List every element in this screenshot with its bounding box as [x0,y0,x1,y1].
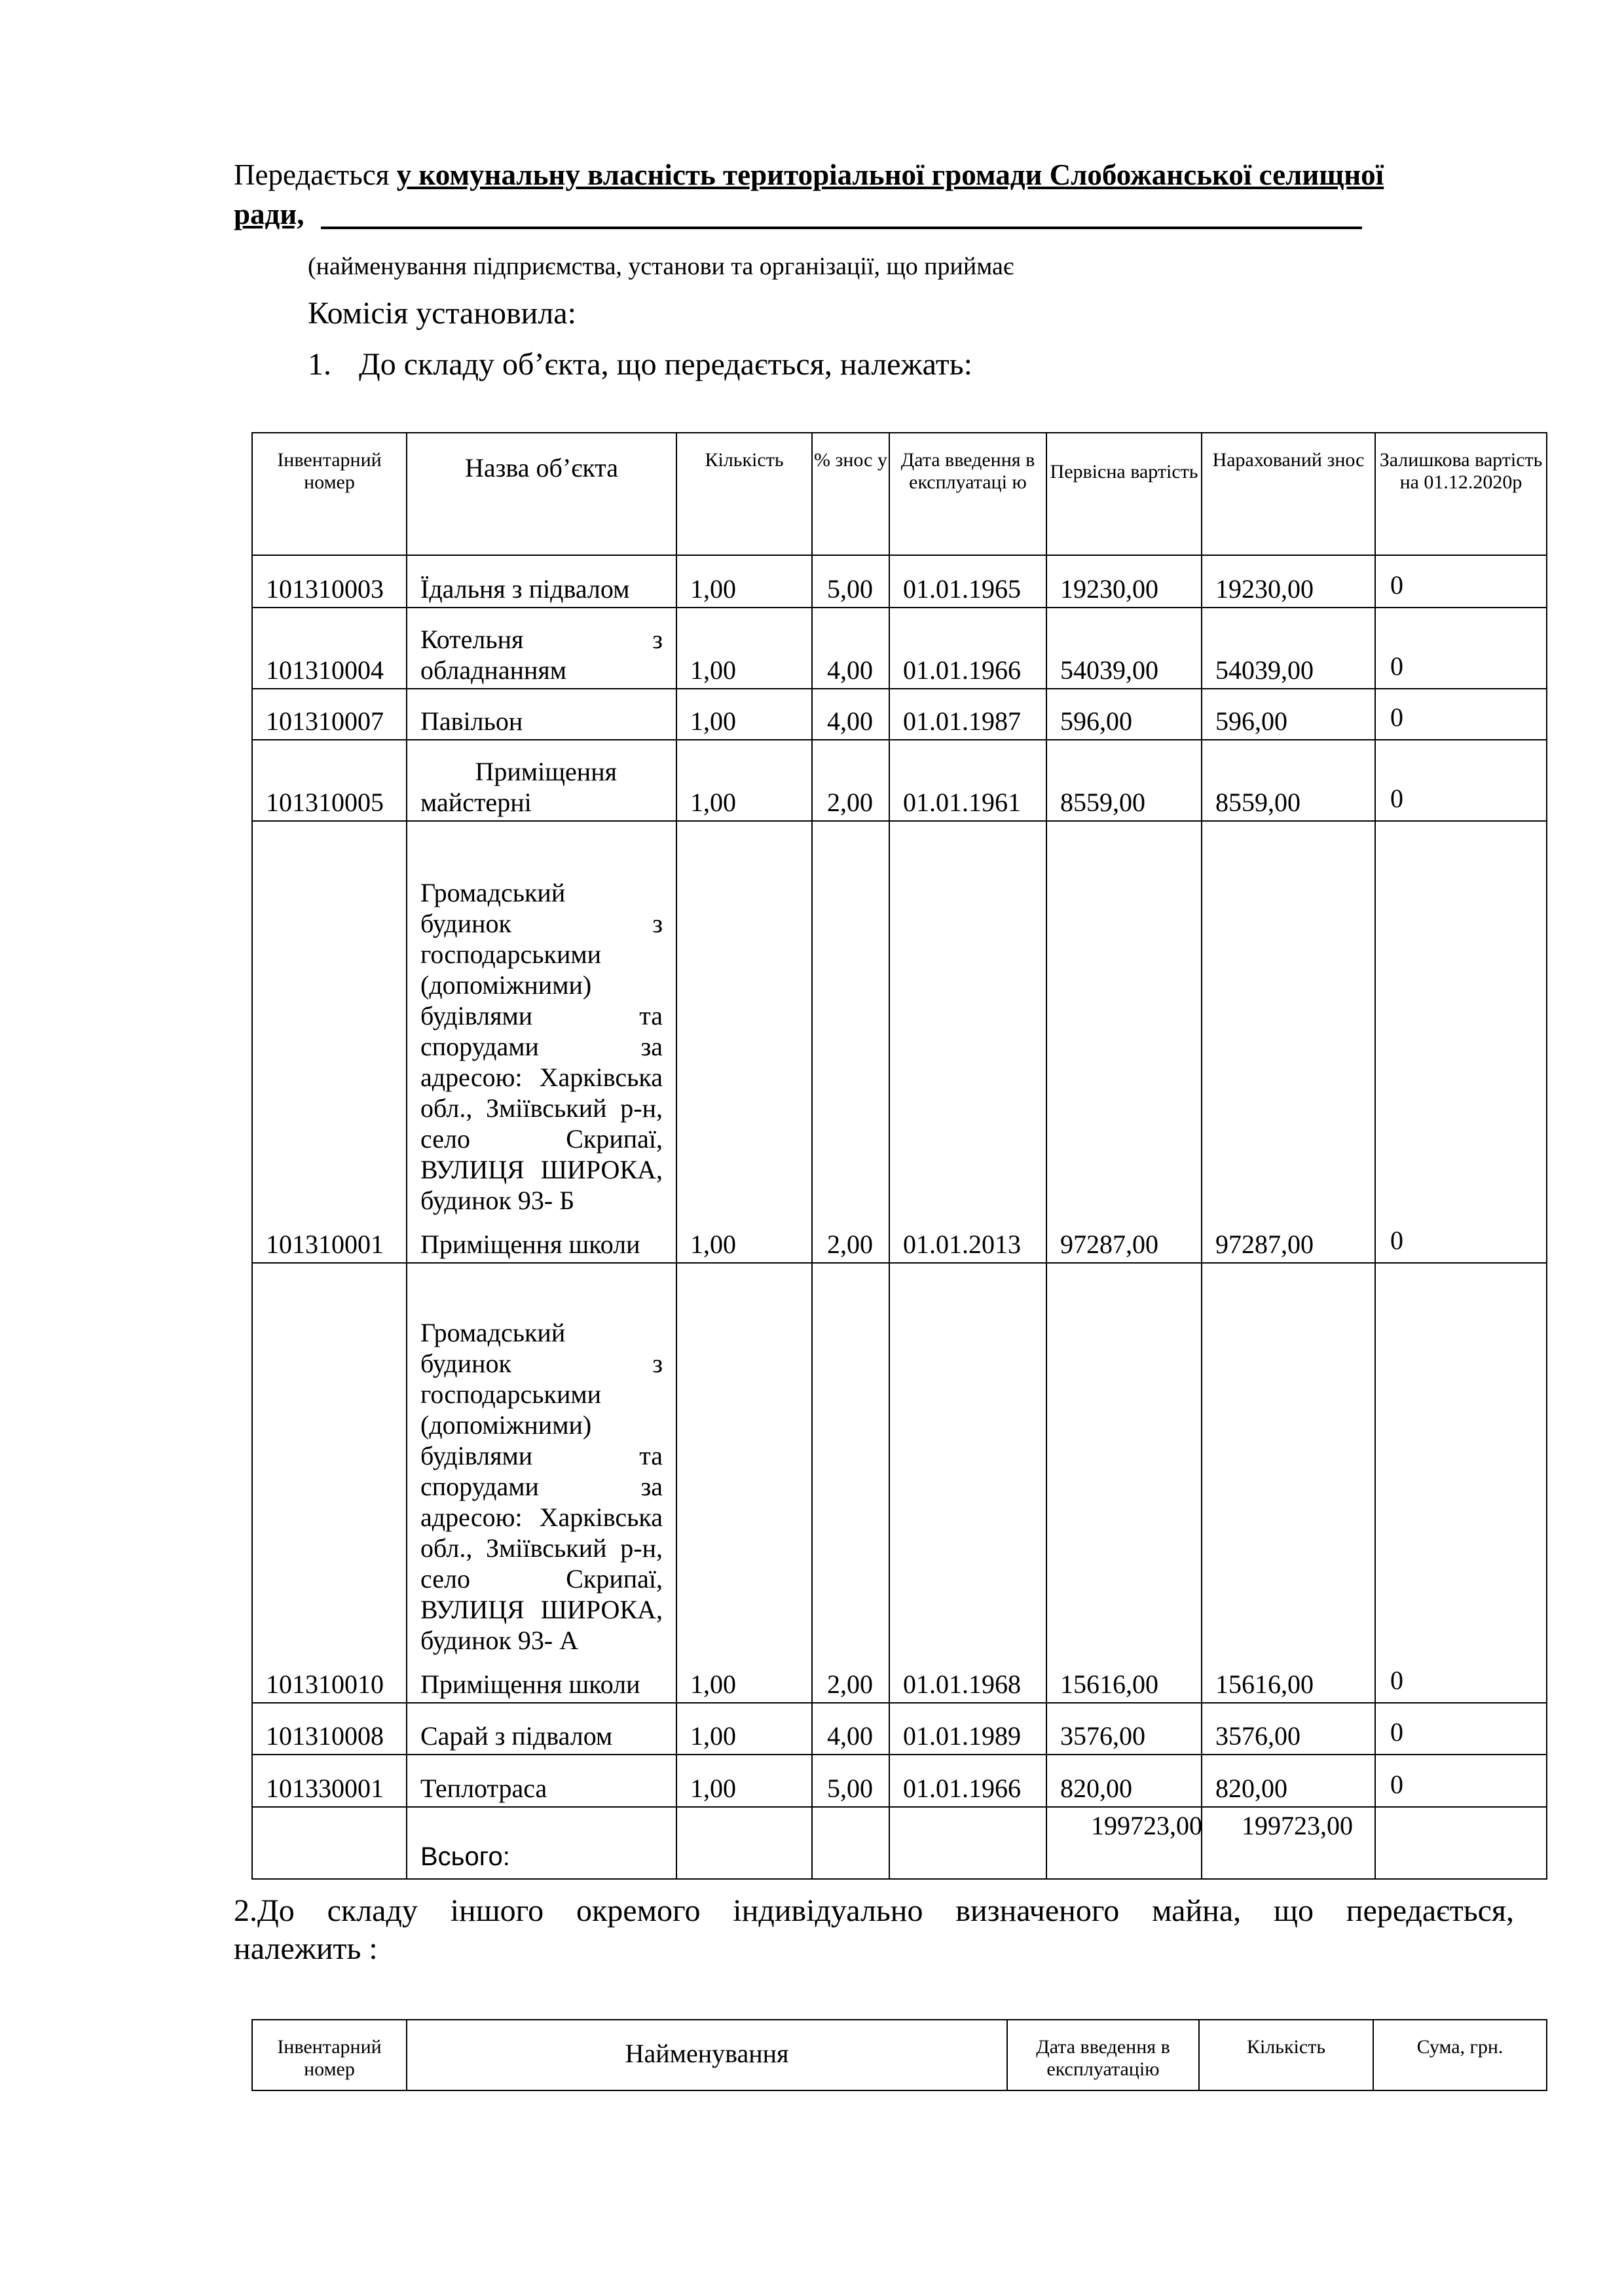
cell-wear-percent: 2,00 [812,821,889,1263]
cell-residual: 0 [1375,740,1547,821]
cell-name: Їдальня з підвалом [407,555,676,608]
cell-date: 01.01.2013 [889,821,1046,1263]
section1-heading [308,347,972,382]
cell-wear-percent: 2,00 [812,1263,889,1703]
cell-depreciation: 15616,00 [1202,1263,1375,1703]
cell-name: Сарай з підвалом [407,1703,676,1755]
col-header-commission-date: Дата введення в експлуатацію [1007,2020,1199,2090]
cell-name [407,608,676,689]
col-header-wear-percent: % знос у [812,433,889,555]
cell-depreciation: 820,00 [1202,1755,1375,1807]
col-header-residual-value: Залишкова вартість на 01.12.2020р [1375,433,1547,555]
total-initial-cost [1046,1807,1202,1879]
cell-quantity: 1,00 [676,555,812,608]
objects-table [251,432,1547,1880]
total-depreciation: 199723,00 [1202,1807,1375,1879]
cell-date: 01.01.1966 [889,1755,1046,1807]
total-empty-cell [676,1807,812,1879]
cell-name-text: Приміщення майстерні [420,757,623,817]
total-empty-cell [889,1807,1046,1879]
cell-inventory: 101310008 [252,1703,407,1755]
cell-quantity: 1,00 [676,1703,812,1755]
cell-name-address: Громадський будинок з господарськими (допоміжними) будівлями та спорудами за адресою: Харківська обл., Зміївський р-н, село Скрипаї, ВУЛИЦЯ ШИРОКА, будинок 93- Б [420,878,663,1215]
cell-name [407,821,676,1263]
cell-inventory: 101310001 [252,821,407,1263]
cell-initial-cost: 54039,00 [1046,608,1202,689]
col-header-initial-cost: Первісна вартість [1046,433,1202,555]
cell-inventory: 101310010 [252,1263,407,1703]
cell-quantity: 1,00 [676,1755,812,1807]
total-empty-cell [1375,1807,1547,1879]
col-header-name: Назва об’єкта [407,433,676,555]
total-label: Всього: [407,1807,676,1879]
total-initial-cost-value: 199723,00 [1091,1811,1202,1840]
cell-residual: 0 [1375,1755,1547,1807]
cell-depreciation: 97287,00 [1202,821,1375,1263]
col-header-quantity: Кількість [1199,2020,1373,2090]
cell-name [407,1263,676,1703]
cell-inventory: 101330001 [252,1755,407,1807]
cell-wear-percent: 2,00 [812,740,889,821]
cell-residual: 0 [1375,608,1547,689]
cell-name [407,740,676,821]
table-row [252,821,1547,1263]
table-row [252,1263,1547,1703]
table-row [252,689,1547,740]
cell-depreciation: 3576,00 [1202,1703,1375,1755]
cell-initial-cost: 8559,00 [1046,740,1202,821]
col-header-name: Найменування [407,2020,1007,2090]
transfer-prefix: Передається [234,158,390,191]
cell-residual: 0 [1375,689,1547,740]
cell-initial-cost: 97287,00 [1046,821,1202,1263]
cell-quantity: 1,00 [676,1263,812,1703]
cell-residual: 0 [1375,1703,1547,1755]
property-table [251,2019,1547,2091]
cell-date: 01.01.1989 [889,1703,1046,1755]
cell-initial-cost: 15616,00 [1046,1263,1202,1703]
transfer-recipient-cont: ради, [234,198,304,230]
objects-table-header [252,433,1547,555]
cell-initial-cost: 820,00 [1046,1755,1202,1807]
total-empty-cell [252,1807,407,1879]
cell-date: 01.01.1968 [889,1263,1046,1703]
cell-date: 01.01.1961 [889,740,1046,821]
col-header-inventory: Інвентарний номер [252,433,407,555]
cell-name-text: Котельня з обладнанням [420,625,663,685]
recipient-hint: (найменування підприємства, установи та організації, що приймає [308,253,1014,280]
table-row [252,1755,1547,1807]
cell-name-subtitle: Приміщення школи [420,1669,640,1699]
cell-wear-percent: 5,00 [812,1755,889,1807]
cell-residual: 0 [1375,555,1547,608]
transfer-heading-line2 [234,196,304,232]
cell-inventory: 101310004 [252,608,407,689]
cell-wear-percent: 4,00 [812,1703,889,1755]
cell-wear-percent: 4,00 [812,608,889,689]
col-header-inventory: Інвентарний номер [252,2020,407,2090]
property-table-header [252,2020,1547,2090]
transfer-heading-line1 [234,157,1384,192]
total-empty-cell [812,1807,889,1879]
commission-statement: Комісія установила: [308,296,576,331]
cell-depreciation: 8559,00 [1202,740,1375,821]
cell-depreciation: 54039,00 [1202,608,1375,689]
cell-quantity: 1,00 [676,689,812,740]
cell-quantity: 1,00 [676,821,812,1263]
cell-initial-cost: 3576,00 [1046,1703,1202,1755]
col-header-depreciation: Нарахований знос [1202,433,1375,555]
cell-residual: 0 [1375,1263,1547,1703]
cell-name: Павільон [407,689,676,740]
col-header-sum: Сума, грн. [1373,2020,1547,2090]
fill-in-underline [321,227,1362,229]
cell-initial-cost: 19230,00 [1046,555,1202,608]
col-header-commission-date: Дата введення в експлуатаці ю [889,433,1046,555]
table-row [252,740,1547,821]
cell-date: 01.01.1966 [889,608,1046,689]
cell-date: 01.01.1987 [889,689,1046,740]
cell-name-subtitle: Приміщення школи [420,1230,640,1259]
transfer-recipient: у комунальну власність територіальної громади Слобожанської селищної [396,158,1384,191]
section2-text-line2: належить : [234,1931,378,1966]
table-row [252,608,1547,689]
cell-name-address: Громадський будинок з господарськими (допоміжними) будівлями та спорудами за адресою: Харківська обл., Зміївський р-н, село Скрипаї, ВУЛИЦЯ ШИРОКА, будинок 93- А [420,1318,663,1655]
cell-depreciation: 596,00 [1202,689,1375,740]
cell-initial-cost: 596,00 [1046,689,1202,740]
cell-inventory: 101310005 [252,740,407,821]
cell-wear-percent: 5,00 [812,555,889,608]
cell-quantity: 1,00 [676,608,812,689]
section1-number: 1. [308,347,331,382]
total-row [252,1807,1547,1879]
table-row [252,1703,1547,1755]
cell-depreciation: 19230,00 [1202,555,1375,608]
cell-date: 01.01.1965 [889,555,1046,608]
cell-quantity: 1,00 [676,740,812,821]
cell-wear-percent: 4,00 [812,689,889,740]
cell-inventory: 101310007 [252,689,407,740]
cell-name: Теплотраса [407,1755,676,1807]
col-header-quantity: Кількість [676,433,812,555]
section2-text-line1: 2.До складу іншого окремого індивідуально визначеного майна, що передається, [234,1893,1514,1928]
table-row [252,555,1547,608]
section1-text: До складу об’єкта, що передається, належать: [359,347,972,382]
cell-inventory: 101310003 [252,555,407,608]
cell-residual: 0 [1375,821,1547,1263]
